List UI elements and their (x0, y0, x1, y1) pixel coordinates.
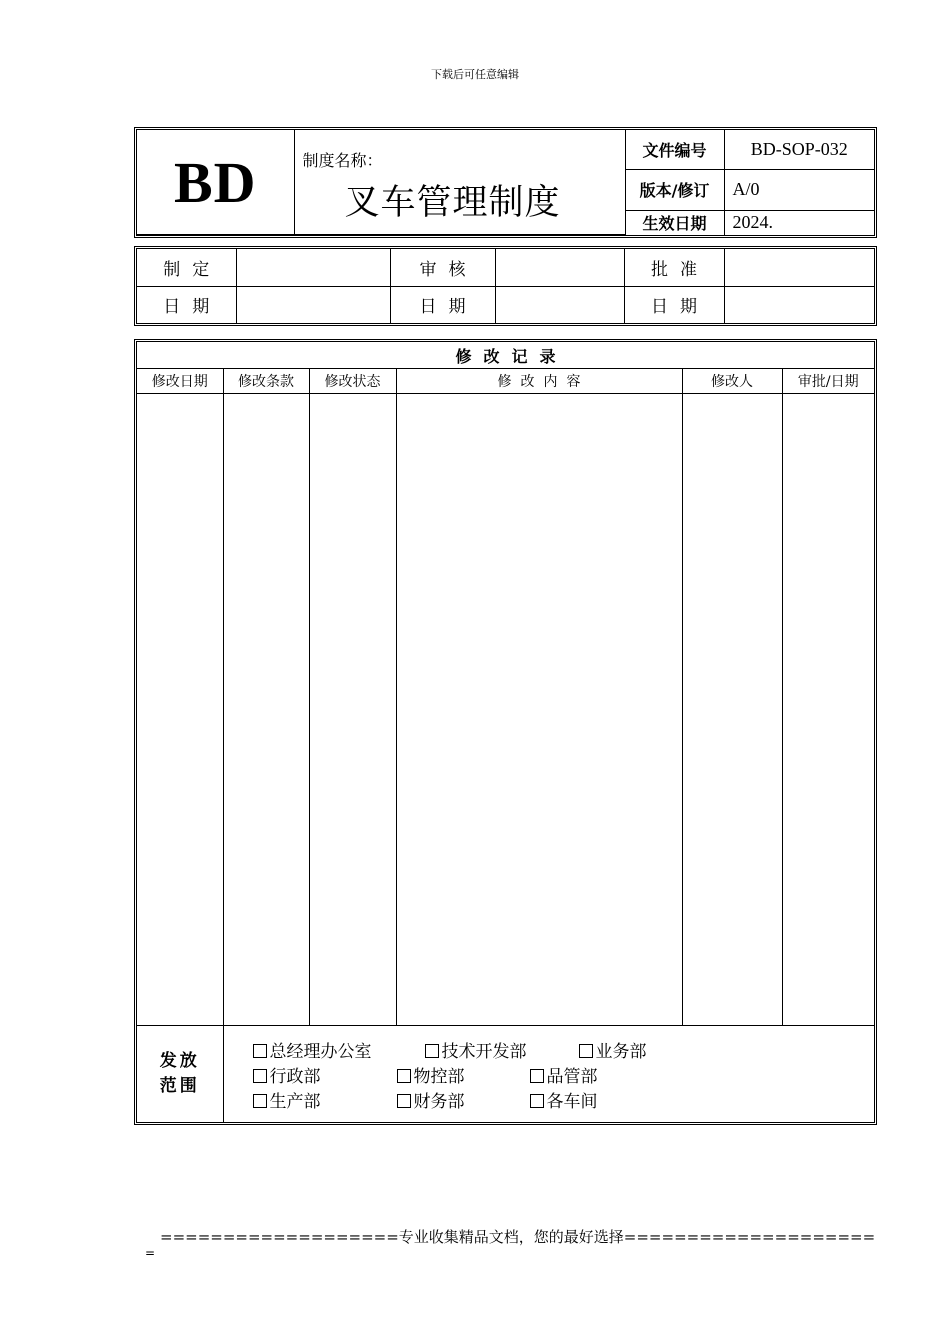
revision-approval-cell[interactable] (782, 394, 874, 1026)
prepare-date-field[interactable] (236, 286, 390, 323)
distribution-option[interactable]: 生产部 (253, 1087, 321, 1112)
distribution-option[interactable]: 技术开发部 (425, 1037, 527, 1062)
title-cell (294, 130, 625, 235)
distribution-option[interactable]: 总经理办公室 (253, 1037, 372, 1062)
col-header-approval: 审批/日期 (782, 369, 874, 394)
distribution-scope (223, 1026, 874, 1122)
revision-modifier-cell[interactable] (682, 394, 782, 1026)
distribution-option[interactable]: 财务部 (397, 1087, 465, 1112)
document-title: 叉车管理制度 (344, 183, 561, 223)
checkbox-icon[interactable] (425, 1044, 439, 1058)
distribution-label-line1: 发放 (159, 1051, 200, 1072)
distribution-row (253, 1062, 875, 1087)
approve-field[interactable] (724, 249, 874, 286)
title-label: 制度名称： (302, 151, 383, 170)
distribution-row (253, 1037, 875, 1062)
company-logo: BD (137, 130, 294, 235)
checkbox-icon[interactable] (253, 1069, 267, 1083)
doc-no-label: 文件编号 (625, 130, 724, 169)
checkbox-icon[interactable] (530, 1094, 544, 1108)
review-date-label: 日期 (390, 286, 495, 323)
col-header-date: 修改日期 (137, 369, 223, 394)
distribution-row (253, 1087, 875, 1112)
prepare-field[interactable] (236, 249, 390, 286)
revision-title: 修改记录 (137, 342, 874, 369)
footer-text-continued: = (145, 1246, 156, 1260)
approve-date-label: 日期 (624, 286, 724, 323)
prepare-label: 制定 (137, 249, 236, 286)
col-header-clause: 修改条款 (223, 369, 309, 394)
effective-date-value: 2024. (724, 210, 874, 235)
distribution-option[interactable]: 品管部 (530, 1062, 598, 1087)
review-field[interactable] (495, 249, 624, 286)
distribution-label-line2: 范围 (159, 1076, 200, 1097)
effective-date-label: 生效日期 (625, 210, 724, 235)
revision-clause-cell[interactable] (223, 394, 309, 1026)
checkbox-icon[interactable] (530, 1069, 544, 1083)
revision-content-cell[interactable] (396, 394, 682, 1026)
review-label: 审核 (390, 249, 495, 286)
version-label: 版本/修订 (625, 169, 724, 210)
version-value: A/0 (724, 169, 874, 210)
approve-date-field[interactable] (724, 286, 874, 323)
distribution-option[interactable]: 各车间 (530, 1087, 598, 1112)
checkbox-icon[interactable] (397, 1069, 411, 1083)
distribution-option[interactable]: 物控部 (397, 1062, 465, 1087)
revision-record (134, 339, 877, 1125)
checkbox-icon[interactable] (579, 1044, 593, 1058)
revision-status-cell[interactable] (309, 394, 396, 1026)
top-note: 下载后可任意编辑 (431, 68, 519, 81)
approve-label: 批准 (624, 249, 724, 286)
distribution-option[interactable]: 业务部 (579, 1037, 647, 1062)
prepare-date-label: 日期 (137, 286, 236, 323)
signature-block (134, 246, 877, 326)
distribution-option[interactable]: 行政部 (253, 1062, 321, 1087)
document-header (134, 127, 877, 238)
doc-no-value: BD-SOP-032 (724, 130, 874, 169)
col-header-modifier: 修改人 (682, 369, 782, 394)
revision-date-cell[interactable] (137, 394, 223, 1026)
col-header-content: 修改内容 (396, 369, 682, 394)
footer-text: ===================专业收集精品文档，您的最好选择==================== (160, 1228, 876, 1246)
checkbox-icon[interactable] (253, 1094, 267, 1108)
col-header-status: 修改状态 (309, 369, 396, 394)
distribution-label (137, 1026, 223, 1122)
checkbox-icon[interactable] (253, 1044, 267, 1058)
review-date-field[interactable] (495, 286, 624, 323)
checkbox-icon[interactable] (397, 1094, 411, 1108)
